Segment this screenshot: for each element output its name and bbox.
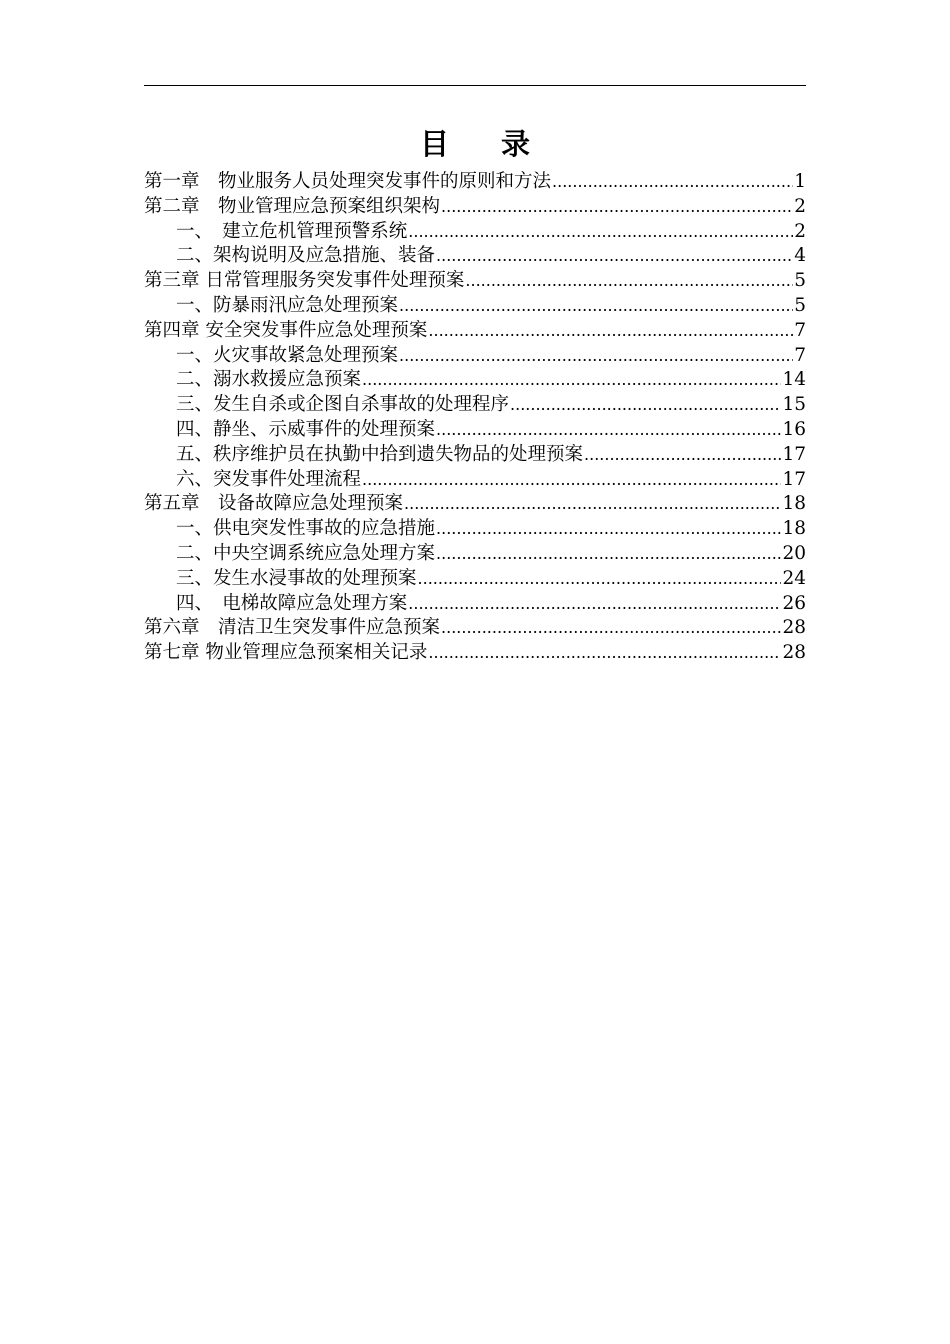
toc-chapter-entry[interactable]	[144, 616, 806, 641]
toc-entry-title: 一、火灾事故紧急处理预案	[176, 344, 399, 366]
toc-dot-leader	[418, 567, 782, 592]
toc-dot-leader	[428, 641, 781, 666]
toc-dot-leader	[362, 368, 781, 393]
toc-chapter-entry[interactable]	[144, 269, 806, 294]
toc-dot-leader	[408, 220, 793, 245]
toc-entry-title: 第七章 物业管理应急预案相关记录	[144, 642, 428, 664]
toc-title-char-2: 录	[501, 127, 531, 161]
toc-entry-title: 二、架构说明及应急措施、装备	[176, 245, 436, 267]
toc-entry-title: 第四章 安全突发事件应急处理预案	[144, 319, 428, 341]
toc-dot-leader	[552, 170, 793, 195]
toc-page-number: 2	[794, 195, 806, 217]
toc-entry-title: 第六章 清洁卫生突发事件应急预案	[144, 617, 441, 639]
toc-page-number: 5	[794, 270, 806, 292]
toc-section-entry[interactable]	[144, 344, 806, 369]
toc-page-number: 7	[794, 344, 806, 366]
toc-dot-leader	[362, 468, 781, 493]
toc-dot-leader	[510, 393, 781, 418]
toc-page-number: 20	[782, 542, 806, 564]
toc-page-number: 28	[782, 642, 806, 664]
toc-section-entry[interactable]	[144, 220, 806, 245]
toc-chapter-entry[interactable]	[144, 195, 806, 220]
header-rule	[144, 85, 806, 86]
toc-title-char-1: 目	[419, 127, 449, 161]
toc-page-number: 18	[782, 518, 806, 540]
toc-page-number: 17	[782, 468, 806, 490]
toc-chapter-entry[interactable]	[144, 641, 806, 666]
toc-entry-title: 第三章 日常管理服务突发事件处理预案	[144, 270, 465, 292]
toc-section-entry[interactable]	[144, 294, 806, 319]
toc-entry-title: 三、发生水浸事故的处理预案	[176, 567, 417, 589]
toc-page-number: 26	[782, 592, 806, 614]
toc-chapter-entry[interactable]	[144, 319, 806, 344]
toc-dot-leader	[441, 195, 793, 220]
toc-dot-leader	[428, 319, 793, 344]
toc-entry-title: 五、秩序维护员在执勤中拾到遗失物品的处理预案	[176, 443, 584, 465]
toc-dot-leader	[436, 418, 781, 443]
toc-page-number: 14	[782, 369, 806, 391]
toc-chapter-entry[interactable]	[144, 492, 806, 517]
toc-page-number: 28	[782, 617, 806, 639]
toc-entry-title: 三、发生自杀或企图自杀事故的处理程序	[176, 394, 510, 416]
toc-page-number: 1	[794, 171, 806, 192]
toc-entry-title: 六、突发事件处理流程	[176, 468, 362, 490]
toc-entry-title: 第二章 物业管理应急预案组织架构	[144, 195, 441, 217]
toc-entry-title: 第五章 设备故障应急处理预案	[144, 493, 404, 515]
toc-entry-title: 一、防暴雨汛应急处理预案	[176, 294, 399, 316]
toc-dot-leader	[436, 542, 781, 567]
toc-dot-leader	[436, 244, 793, 269]
toc-dot-leader	[436, 517, 781, 542]
toc-entry-title: 一、 建立危机管理预警系统	[176, 220, 408, 242]
toc-dot-leader	[584, 443, 781, 468]
toc-page-number: 18	[782, 493, 806, 515]
toc-dot-leader	[465, 269, 793, 294]
toc-page-number: 5	[794, 294, 806, 316]
table-of-contents	[144, 170, 806, 666]
toc-page-number: 16	[782, 418, 806, 440]
toc-title	[144, 124, 806, 164]
toc-page-number: 2	[794, 220, 806, 242]
toc-page-number: 24	[782, 567, 806, 589]
toc-chapter-entry[interactable]	[144, 170, 806, 195]
toc-section-entry[interactable]	[144, 418, 806, 443]
toc-dot-leader	[399, 294, 793, 319]
toc-section-entry[interactable]	[144, 244, 806, 269]
toc-section-entry[interactable]	[144, 393, 806, 418]
toc-entry-title: 四、静坐、示威事件的处理预案	[176, 418, 436, 440]
toc-entry-title: 第一章 物业服务人员处理突发事件的原则和方法	[144, 171, 552, 192]
toc-dot-leader	[408, 592, 781, 617]
toc-dot-leader	[399, 344, 793, 369]
toc-section-entry[interactable]	[144, 443, 806, 468]
toc-section-entry[interactable]	[144, 592, 806, 617]
toc-section-entry[interactable]	[144, 468, 806, 493]
toc-section-entry[interactable]	[144, 368, 806, 393]
toc-dot-leader	[441, 616, 781, 641]
toc-entry-title: 二、中央空调系统应急处理方案	[176, 542, 436, 564]
toc-entry-title: 二、溺水救援应急预案	[176, 369, 362, 391]
toc-section-entry[interactable]	[144, 517, 806, 542]
toc-entry-title: 一、供电突发性事故的应急措施	[176, 518, 436, 540]
toc-section-entry[interactable]	[144, 567, 806, 592]
toc-page-number: 15	[782, 394, 806, 416]
toc-dot-leader	[404, 492, 781, 517]
toc-entry-title: 四、 电梯故障应急处理方案	[176, 592, 408, 614]
toc-section-entry[interactable]	[144, 542, 806, 567]
toc-page-number: 4	[794, 245, 806, 267]
toc-page-number: 17	[782, 443, 806, 465]
toc-page-number: 7	[794, 319, 806, 341]
